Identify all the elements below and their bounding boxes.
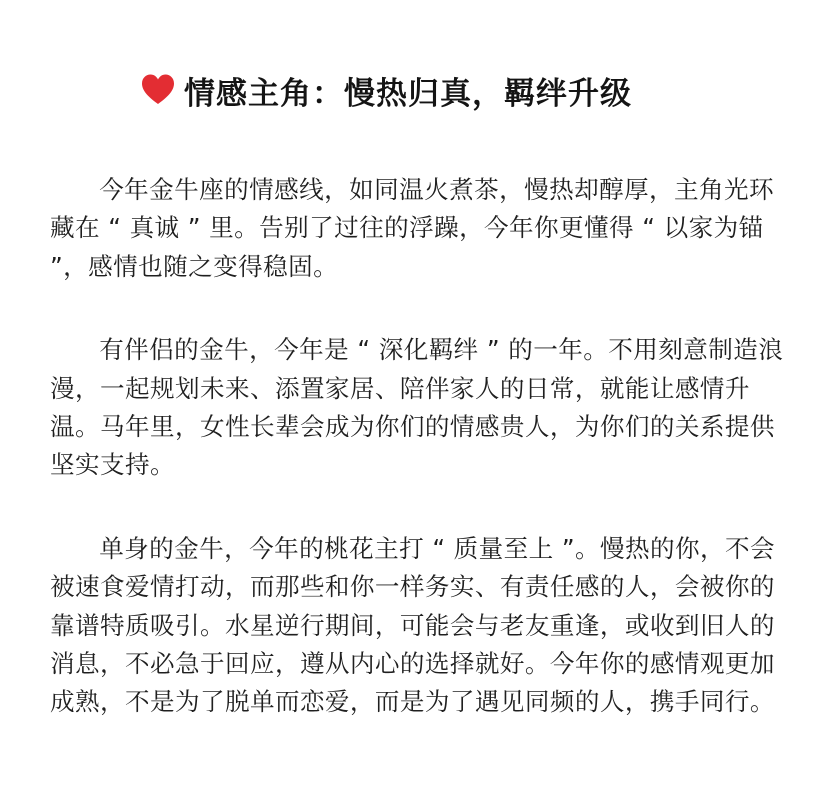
page-title: 情感主角：慢热归真，羁绊升级 <box>184 75 632 112</box>
article-body <box>50 171 795 722</box>
section-heading <box>140 68 632 112</box>
paragraph: 单身的金牛，今年的桃花主打 “ 质量至上 ”。慢热的你，不会被速食爱情打动，而那些和你一样务实、有责任感的人，会被你的靠谱特质吸引。水星逆行期间，可能会与老友重逢，或收到旧人的消息，不必急于回应，遵从内心的选择就好。今年你的感情观更加成熟，不是为了脱单而恋爱，而是为了遇见同频的人，携手同行。 <box>50 533 775 717</box>
paragraph: 今年金牛座的情感线，如同温火煮茶，慢热却醇厚，主角光环藏在 “ 真诚 ” 里。告别了过往的浮躁，今年你更懂得 “ 以家为锚 ”，感情也随之变得稳固。 <box>50 175 775 281</box>
heart-icon <box>140 72 176 108</box>
paragraph: 有伴侣的金牛，今年是 “ 深化羁绊 ” 的一年。不用刻意制造浪漫，一起规划未来、添置家居、陪伴家人的日常，就能让感情升温。马年里，女性长辈会成为你们的情感贵人，为你们的关系提供坚实支持。 <box>50 335 784 480</box>
